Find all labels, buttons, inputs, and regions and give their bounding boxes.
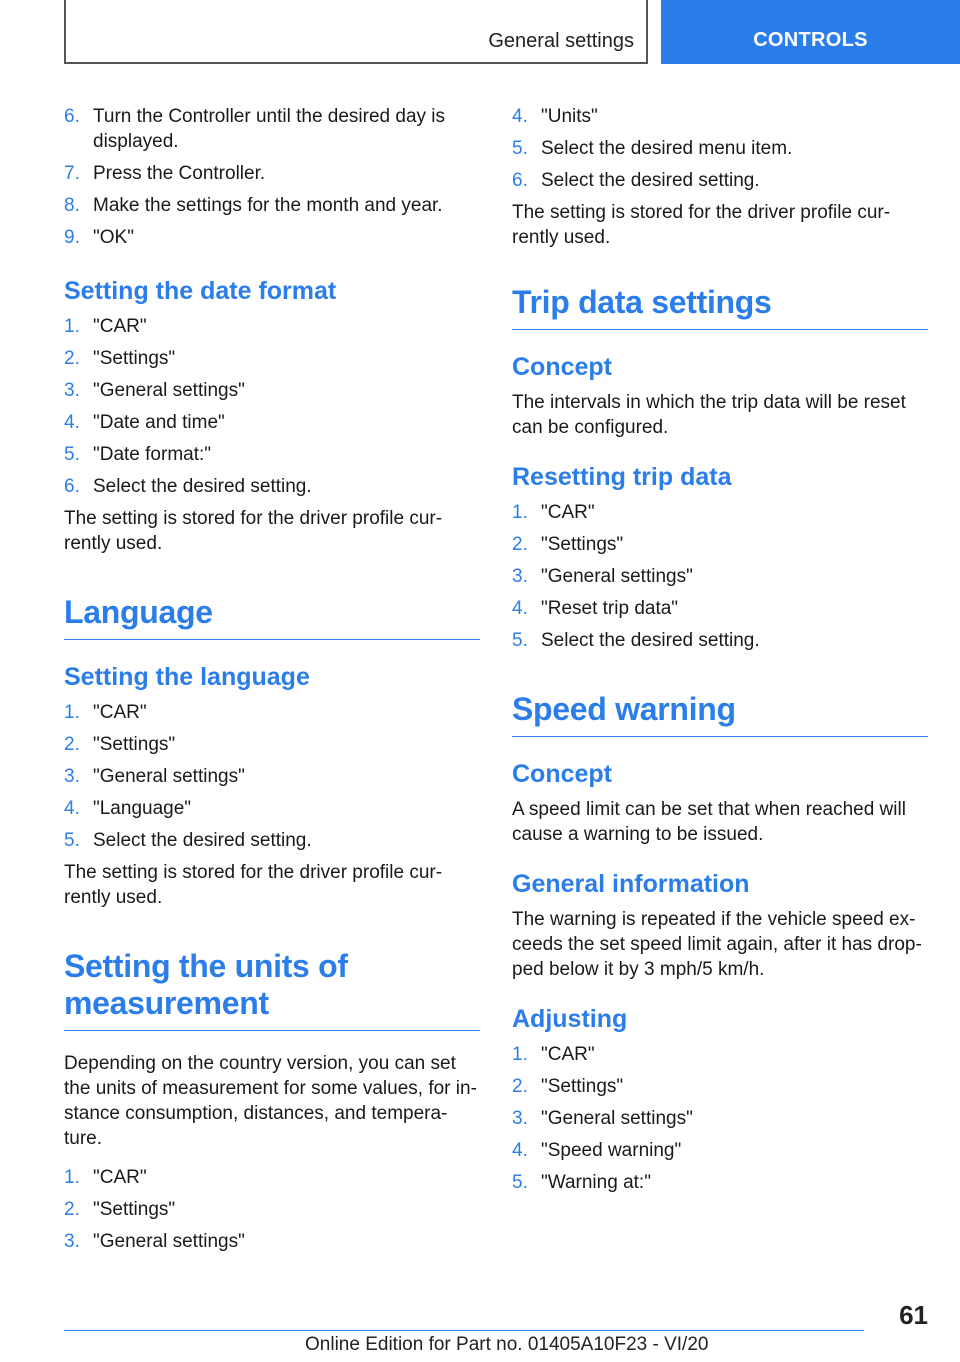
list-item xyxy=(512,104,928,129)
step-number: 5. xyxy=(64,830,80,851)
list-item xyxy=(64,161,480,186)
step-text: "Language" xyxy=(93,798,192,819)
step-number: 1. xyxy=(64,316,80,337)
step-number: 7. xyxy=(64,163,80,184)
list-item xyxy=(64,764,480,789)
list-item xyxy=(64,796,480,821)
step-number: 1. xyxy=(64,1167,80,1188)
list-item xyxy=(64,1165,480,1190)
step-text: "CAR" xyxy=(93,702,147,723)
list-day-steps xyxy=(64,104,480,250)
list-item xyxy=(512,628,928,653)
list-item xyxy=(512,1042,928,1067)
step-text: "General settings" xyxy=(541,1108,693,1129)
step-number: 4. xyxy=(512,598,528,619)
right-column xyxy=(512,104,928,1202)
step-text: Select the desired setting. xyxy=(93,830,312,851)
list-item xyxy=(64,474,480,499)
step-number: 4. xyxy=(64,798,80,819)
general-information-text: The warning is repeated if the vehicle speed ex- ceeds the set speed limit again, after it has drop- ped below it by 3 mph/5 km/h. xyxy=(512,909,922,980)
step-text: Select the desired setting. xyxy=(541,630,760,651)
note-profile-stored: The setting is stored for the driver profile cur- rently used. xyxy=(64,862,443,908)
left-column xyxy=(64,104,480,1261)
step-number: 2. xyxy=(64,1199,80,1220)
list-item xyxy=(512,564,928,589)
note-profile-stored: The setting is stored for the driver profile cur- rently used. xyxy=(64,508,443,554)
step-number: 2. xyxy=(64,348,80,369)
concept-text: The intervals in which the trip data will be reset can be configured. xyxy=(512,392,906,438)
list-language-steps xyxy=(64,700,480,853)
list-item xyxy=(64,732,480,757)
step-text: "Date and time" xyxy=(93,412,225,433)
concept-text: A speed limit can be set that when reached will cause a warning to be issued. xyxy=(512,799,906,845)
step-number: 6. xyxy=(64,476,80,497)
list-adjusting-steps xyxy=(512,1042,928,1195)
list-units-steps xyxy=(64,1165,480,1254)
step-text: "Settings" xyxy=(93,734,176,755)
list-item xyxy=(64,1229,480,1254)
list-item xyxy=(512,1138,928,1163)
step-text: "Settings" xyxy=(541,1076,624,1097)
heading-speed-warning: Speed warning xyxy=(512,691,928,737)
step-number: 1. xyxy=(512,1044,528,1065)
heading-concept: Concept xyxy=(512,760,612,788)
heading-date-format: Setting the date format xyxy=(64,277,337,305)
step-number: 1. xyxy=(64,702,80,723)
step-number: 5. xyxy=(512,1172,528,1193)
list-item xyxy=(64,193,480,218)
units-description: Depending on the country version, you can set the units of measurement for some values, for in- stance consumption, distances, and tempera- ture. xyxy=(64,1053,477,1149)
step-number: 4. xyxy=(64,412,80,433)
list-item xyxy=(512,168,928,193)
step-text: "Speed warning" xyxy=(541,1140,682,1161)
step-text: "General settings" xyxy=(93,766,245,787)
step-number: 6. xyxy=(512,170,528,191)
list-item xyxy=(64,225,480,250)
step-text: "CAR" xyxy=(93,1167,147,1188)
step-number: 2. xyxy=(512,534,528,555)
step-text: "Settings" xyxy=(93,1199,176,1220)
step-number: 5. xyxy=(512,138,528,159)
chapter-title: CONTROLS xyxy=(753,29,868,51)
step-text: Select the desired menu item. xyxy=(541,138,793,159)
list-item xyxy=(64,314,480,339)
heading-concept: Concept xyxy=(512,353,612,381)
step-text: "Units" xyxy=(541,106,598,127)
list-item xyxy=(64,410,480,435)
section-title: General settings xyxy=(488,30,634,52)
heading-units: Setting the units of measurement xyxy=(64,948,480,1031)
step-text: "Settings" xyxy=(93,348,176,369)
step-number: 6. xyxy=(64,106,80,127)
step-text: "Settings" xyxy=(541,534,624,555)
step-number: 3. xyxy=(512,566,528,587)
list-units-steps-cont xyxy=(512,104,928,193)
list-item xyxy=(512,532,928,557)
step-number: 1. xyxy=(512,502,528,523)
step-text: "Warning at:" xyxy=(541,1172,651,1193)
list-item xyxy=(64,346,480,371)
heading-trip-data: Trip data settings xyxy=(512,284,928,330)
heading-reset-trip: Resetting trip data xyxy=(512,463,732,491)
step-number: 4. xyxy=(512,106,528,127)
list-item xyxy=(512,1170,928,1195)
heading-language: Language xyxy=(64,594,480,640)
step-text: Make the settings for the month and year. xyxy=(93,195,443,216)
list-item xyxy=(512,500,928,525)
step-text: "General settings" xyxy=(93,1231,245,1252)
step-text: "Date format:" xyxy=(93,444,212,465)
list-item xyxy=(64,828,480,853)
list-item xyxy=(512,1106,928,1131)
step-text: "OK" xyxy=(93,227,134,248)
chapter-tab xyxy=(661,0,960,64)
header-left-box xyxy=(64,0,648,64)
heading-general-information: General information xyxy=(512,870,750,898)
list-item xyxy=(512,136,928,161)
list-date-format-steps xyxy=(64,314,480,499)
step-number: 8. xyxy=(64,195,80,216)
step-text: Select the desired setting. xyxy=(93,476,312,497)
step-number: 3. xyxy=(64,766,80,787)
step-number: 3. xyxy=(512,1108,528,1129)
list-item xyxy=(64,104,480,154)
list-reset-trip-steps xyxy=(512,500,928,653)
step-number: 4. xyxy=(512,1140,528,1161)
heading-setting-language: Setting the language xyxy=(64,663,310,691)
page-number: 61 xyxy=(899,1300,928,1330)
note-profile-stored: The setting is stored for the driver profile cur- rently used. xyxy=(512,202,891,248)
step-text: Select the desired setting. xyxy=(541,170,760,191)
list-item xyxy=(64,378,480,403)
step-text: "General settings" xyxy=(93,380,245,401)
step-number: 5. xyxy=(64,444,80,465)
step-text: "Reset trip data" xyxy=(541,598,679,619)
list-item xyxy=(512,596,928,621)
step-text: "General settings" xyxy=(541,566,693,587)
footer-edition: Online Edition for Part no. 01405A10F23 - VI/20 xyxy=(305,1334,709,1355)
step-number: 5. xyxy=(512,630,528,651)
step-text: "CAR" xyxy=(541,1044,595,1065)
step-number: 9. xyxy=(64,227,80,248)
list-item xyxy=(64,442,480,467)
step-number: 3. xyxy=(64,1231,80,1252)
step-text: Turn the Controller until the desired day is displayed. xyxy=(93,106,446,152)
step-text: "CAR" xyxy=(541,502,595,523)
list-item xyxy=(512,1074,928,1099)
step-text: Press the Controller. xyxy=(93,163,266,184)
step-number: 2. xyxy=(512,1076,528,1097)
step-number: 3. xyxy=(64,380,80,401)
footer-divider xyxy=(64,1330,864,1331)
step-number: 2. xyxy=(64,734,80,755)
list-item xyxy=(64,1197,480,1222)
list-item xyxy=(64,700,480,725)
step-text: "CAR" xyxy=(93,316,147,337)
heading-adjusting: Adjusting xyxy=(512,1005,628,1033)
